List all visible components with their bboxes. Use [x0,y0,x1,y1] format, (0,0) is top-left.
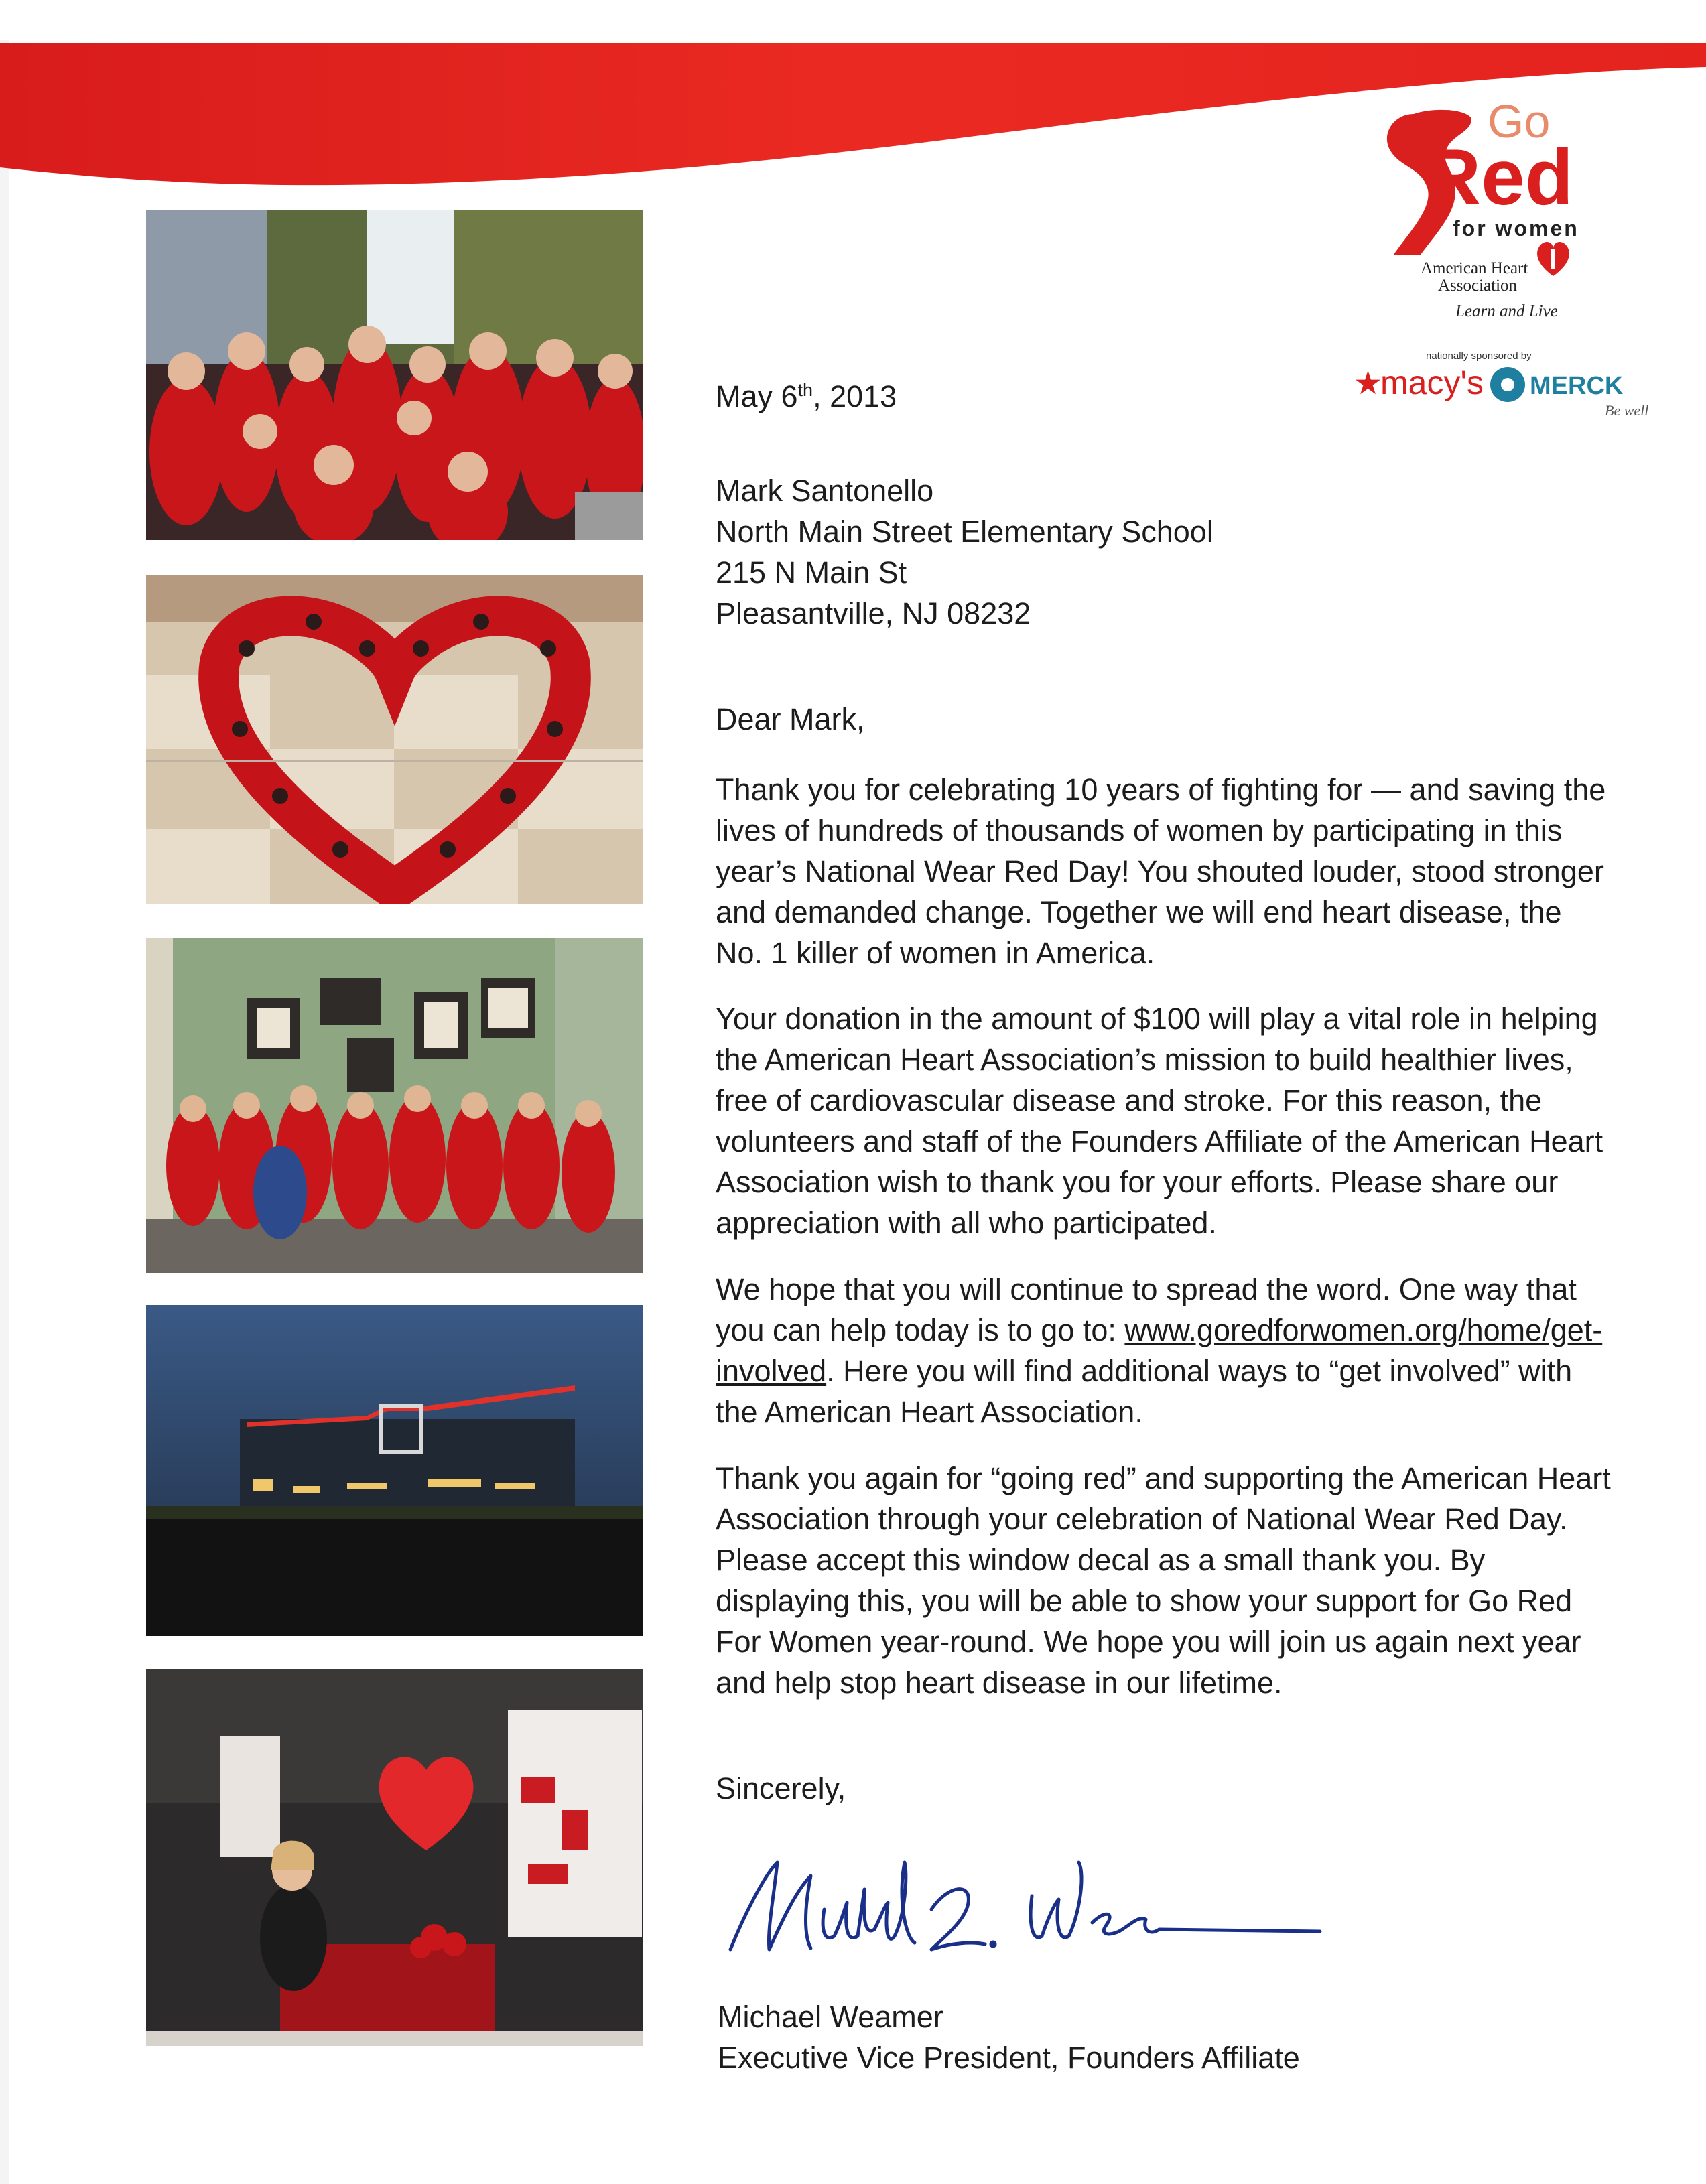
handwritten-signature [704,1836,1347,1970]
paragraph-line: Association wish to thank you for your efforts. Please share our [716,1165,1559,1199]
macys-star-icon: ★ [1354,366,1383,401]
page-edge [0,40,9,2184]
paragraph-line: Please accept this window decal as a small thank you. By [716,1543,1486,1577]
recipient-organization: North Main Street Elementary School [716,515,1213,549]
paragraph-line: and help stop heart disease in our lifetime. [716,1665,1283,1700]
date-year: , 2013 [813,379,897,413]
sponsor-macys: macy's [1380,364,1484,401]
sponsor-merck: MERCK [1530,372,1624,400]
merck-icon [1490,367,1525,402]
paragraph-line: appreciation with all who participated. [716,1206,1217,1240]
salutation: Dear Mark, [716,702,865,736]
paragraph-line: No. 1 killer of women in America. [716,936,1155,970]
logo-motto: Learn and Live [1455,302,1558,320]
logo-go-text: Go [1488,100,1551,147]
photo-woman-heart-display [146,1669,643,2046]
paragraph-1 [716,769,1605,973]
paragraph-line: the American Heart Association. [716,1395,1143,1429]
photo-group-heart-hands [146,938,643,1273]
paragraph-line: and demanded change. Together we will end heart disease, the [716,895,1562,929]
logo-red-text: Red [1424,133,1573,222]
paragraph-text: . Here you will find additional ways to “get involved” with [826,1354,1573,1388]
paragraph-line: free of cardiovascular disease and stroke. For this reason, the [716,1083,1543,1117]
paragraph-line: displaying this, you will be able to show your support for Go Red [716,1584,1573,1618]
closing: Sincerely, [716,1771,846,1805]
paragraph-line: Your donation in the amount of $100 will play a vital role in helping [716,1002,1598,1036]
photo-group-red-shirts [146,210,643,540]
paragraph-line: the American Heart Association’s mission to build healthier lives, [716,1042,1573,1077]
recipient-name: Mark Santonello [716,474,934,508]
logo-association-line1: American Heart [1421,259,1528,277]
go-red-for-women-logo [1354,100,1662,422]
paragraph-line: For Women year-round. We hope you will join us again next year [716,1625,1581,1659]
paragraph-line: We hope that you will continue to spread the word. One way that [716,1272,1577,1306]
get-involved-link[interactable]: www.goredforwomen.org/home/get- [1124,1313,1603,1347]
signer-name: Michael Weamer [718,2000,943,2034]
paragraph-line: lives of hundreds of thousands of women by participating in this [716,813,1563,847]
signer-block [718,1996,1300,2078]
photo-human-heart-formation [146,575,643,904]
logo-tagline: for women [1453,216,1579,241]
paragraph-line: volunteers and staff of the Founders Affiliate of the American Heart [716,1124,1603,1158]
paragraph-line: Thank you for celebrating 10 years of fighting for — and saving the [716,772,1606,807]
merck-tagline: Be well [1605,402,1649,419]
get-involved-link-continued[interactable]: involved [716,1354,827,1388]
date-day: May 6 [716,379,798,413]
photo-building-red-lights [146,1305,643,1636]
sponsor-label: nationally sponsored by [1426,350,1532,362]
paragraph-text: you can help today is to go to: [716,1313,1125,1347]
signer-title: Executive Vice President, Founders Affiliate [718,2041,1300,2075]
logo-association-line2: Association [1438,277,1518,295]
paragraph-line: Thank you again for “going red” and supporting the American Heart [716,1461,1611,1495]
paragraph-4 [716,1458,1611,1703]
recipient-address [716,470,1213,634]
heart-torch-icon [1537,242,1569,276]
recipient-street: 215 N Main St [716,555,907,590]
paragraph-3 [716,1269,1602,1432]
letter-date [716,379,897,414]
paragraph-line [716,1351,1602,1391]
recipient-city: Pleasantville, NJ 08232 [716,596,1031,630]
paragraph-line: Association through your celebration of National Wear Red Day. [716,1502,1568,1536]
paragraph-line [716,1310,1602,1351]
paragraph-2 [716,998,1603,1243]
paragraph-line: year’s National Wear Red Day! You shouted louder, stood stronger [716,854,1604,888]
date-suffix: th [797,380,813,400]
